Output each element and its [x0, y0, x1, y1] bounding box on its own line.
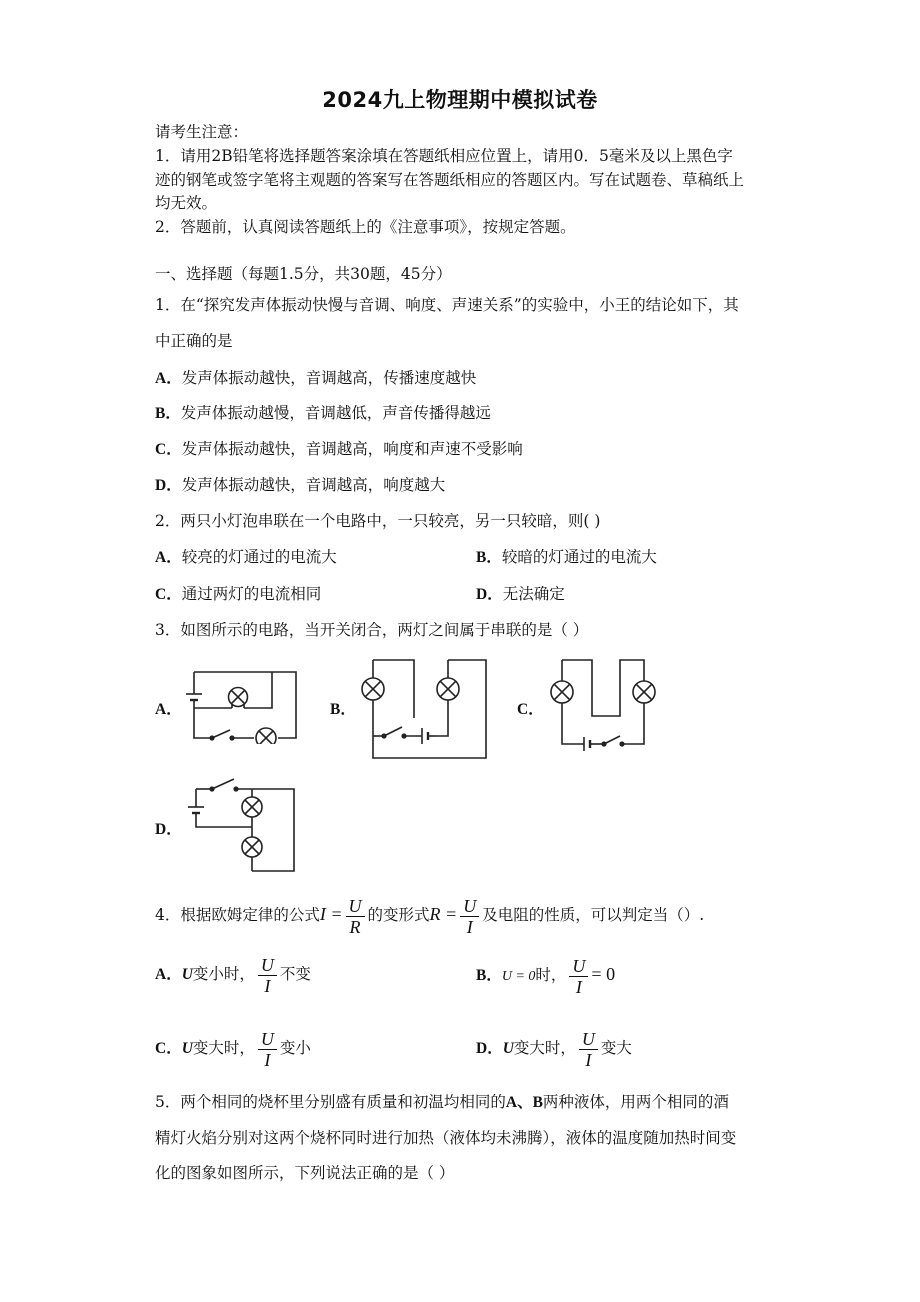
q4-option-d: D．U变大时， $\frac{U}{I}$ 变大 [476, 1028, 632, 1070]
q1-option-a: A．发声体振动越快，音调越高，传播速度越快 [155, 369, 477, 387]
notice-item1-line1: 1．请用2B铅笔将选择题答案涂填在答题纸相应位置上，请用0．5毫米及以上黑色字 [155, 147, 733, 165]
section-heading: 一、选择题（每题1.5分，共30题，45分） [155, 265, 452, 283]
q4-stem: 4．根据欧姆定律的公式I = $\frac{U}{R}$ 的变形式R = $\frac{U}{I}$ 及电阻的性质，可以判定当（）. [155, 895, 705, 937]
q2-option-b: B．较暗的灯通过的电流大 [476, 548, 657, 566]
q2-option-c: C．通过两灯的电流相同 [155, 585, 322, 603]
q1-option-d: D．发声体振动越快，音调越高，响度越大 [155, 476, 446, 494]
q2-option-a: A．较亮的灯通过的电流大 [155, 548, 337, 566]
page-title: 2024九上物理期中模拟试卷 [322, 88, 598, 112]
q3-option-d-label: D． [155, 821, 182, 838]
q4-option-a: A．U变小时， $\frac{U}{I}$ 不变 [155, 954, 311, 996]
circuit-a-diagram [180, 664, 300, 744]
circuit-c-diagram [544, 656, 660, 756]
q5-stem-line1: 5．两个相同的烧杯里分别盛有质量和初温均相同的A、B两种液体，用两个相同的酒 [155, 1093, 729, 1111]
circuit-b-diagram [358, 654, 490, 764]
q1-option-c: C．发声体振动越快，音调越高，响度和声速不受影响 [155, 440, 523, 458]
q5-stem-line3: 化的图象如图所示，下列说法正确的是（ ） [155, 1164, 455, 1182]
notice-item1-line2: 迹的钢笔或签字笔将主观题的答案写在答题纸相应的答题区内。写在试题卷、草稿纸上 [155, 171, 745, 189]
q4-option-c: C．U变大时， $\frac{U}{I}$ 变小 [155, 1028, 311, 1070]
q5-stem-line2: 精灯火焰分别对这两个烧杯同时进行加热（液体均未沸腾），液体的温度随加热时间变 [155, 1129, 737, 1147]
notice-item2: 2．答题前，认真阅读答题纸上的《注意事项》，按规定答题。 [155, 218, 576, 236]
q2-option-d: D．无法确定 [476, 585, 565, 603]
q3-option-c-label: C． [517, 701, 544, 718]
q3-option-a-label: A． [155, 701, 182, 718]
notice-item1-line3: 均无效。 [155, 194, 218, 212]
q3-option-b-label: B． [330, 701, 356, 718]
q3-stem: 3．如图所示的电路，当开关闭合，两灯之间属于串联的是（ ） [155, 621, 589, 639]
notice-heading: 请考生注意： [155, 123, 249, 141]
q2-stem: 2．两只小灯泡串联在一个电路中，一只较亮，另一只较暗，则( ) [155, 512, 601, 530]
q1-stem-line1: 1．在“探究发声体振动快慢与音调、响度、声速关系”的实验中，小王的结论如下，其 [155, 296, 739, 314]
circuit-d-diagram [182, 775, 298, 875]
q1-stem-line2: 中正确的是 [155, 332, 233, 350]
q4-option-b: B．U = 0时， $\frac{U}{I}$ = 0 [476, 955, 616, 997]
q1-option-b: B．发声体振动越慢，音调越低，声音传播得越远 [155, 404, 491, 422]
